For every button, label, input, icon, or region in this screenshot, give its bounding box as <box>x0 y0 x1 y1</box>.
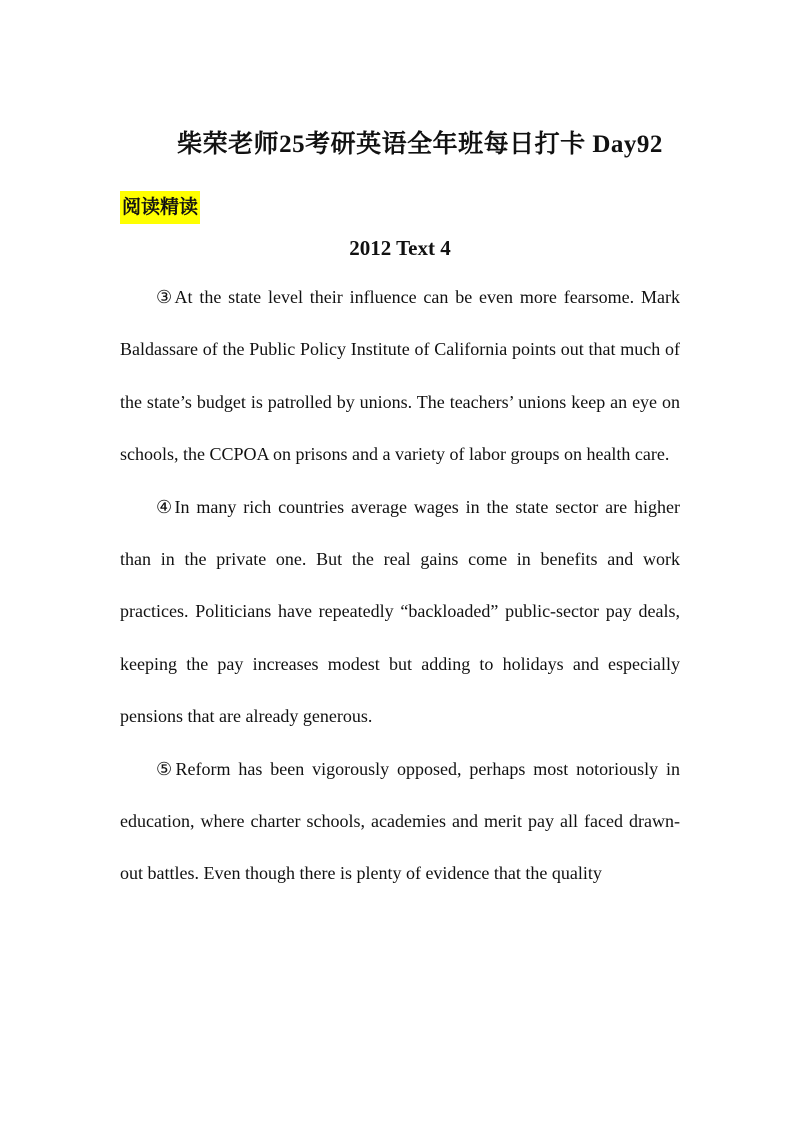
paragraph-3: ③At the state level their influence can be even more fearsome. Mark Baldassare of the Public Policy Institute of California points out that much of the state’s budget is patrolled by unions. The teachers’ unions keep an eye on schools, the CCPOA on prisons and a variety of labor groups on health care. <box>120 287 680 465</box>
section-tag-reading: 阅读精读 <box>120 191 200 224</box>
document-title: 柴荣老师25考研英语全年班每日打卡 Day92 <box>177 131 663 158</box>
paragraph-4: ④In many rich countries average wages in the state sector are higher than in the private one. But the real gains come in benefits and work practices. Politicians have repeatedly “backloaded” public-sector pay deals, keeping the pay increases modest but adding to holidays and especially pensions that are already generous. <box>120 496 680 727</box>
text-heading: 2012 Text 4 <box>349 236 451 260</box>
paragraph-5: ⑤Reform has been vigorously opposed, perhaps most notoriously in education, where charter schools, academies and merit pay all faced drawn-out battles. Even though there is plenty of evidence that the quality <box>120 758 680 884</box>
reading-body <box>120 271 680 900</box>
